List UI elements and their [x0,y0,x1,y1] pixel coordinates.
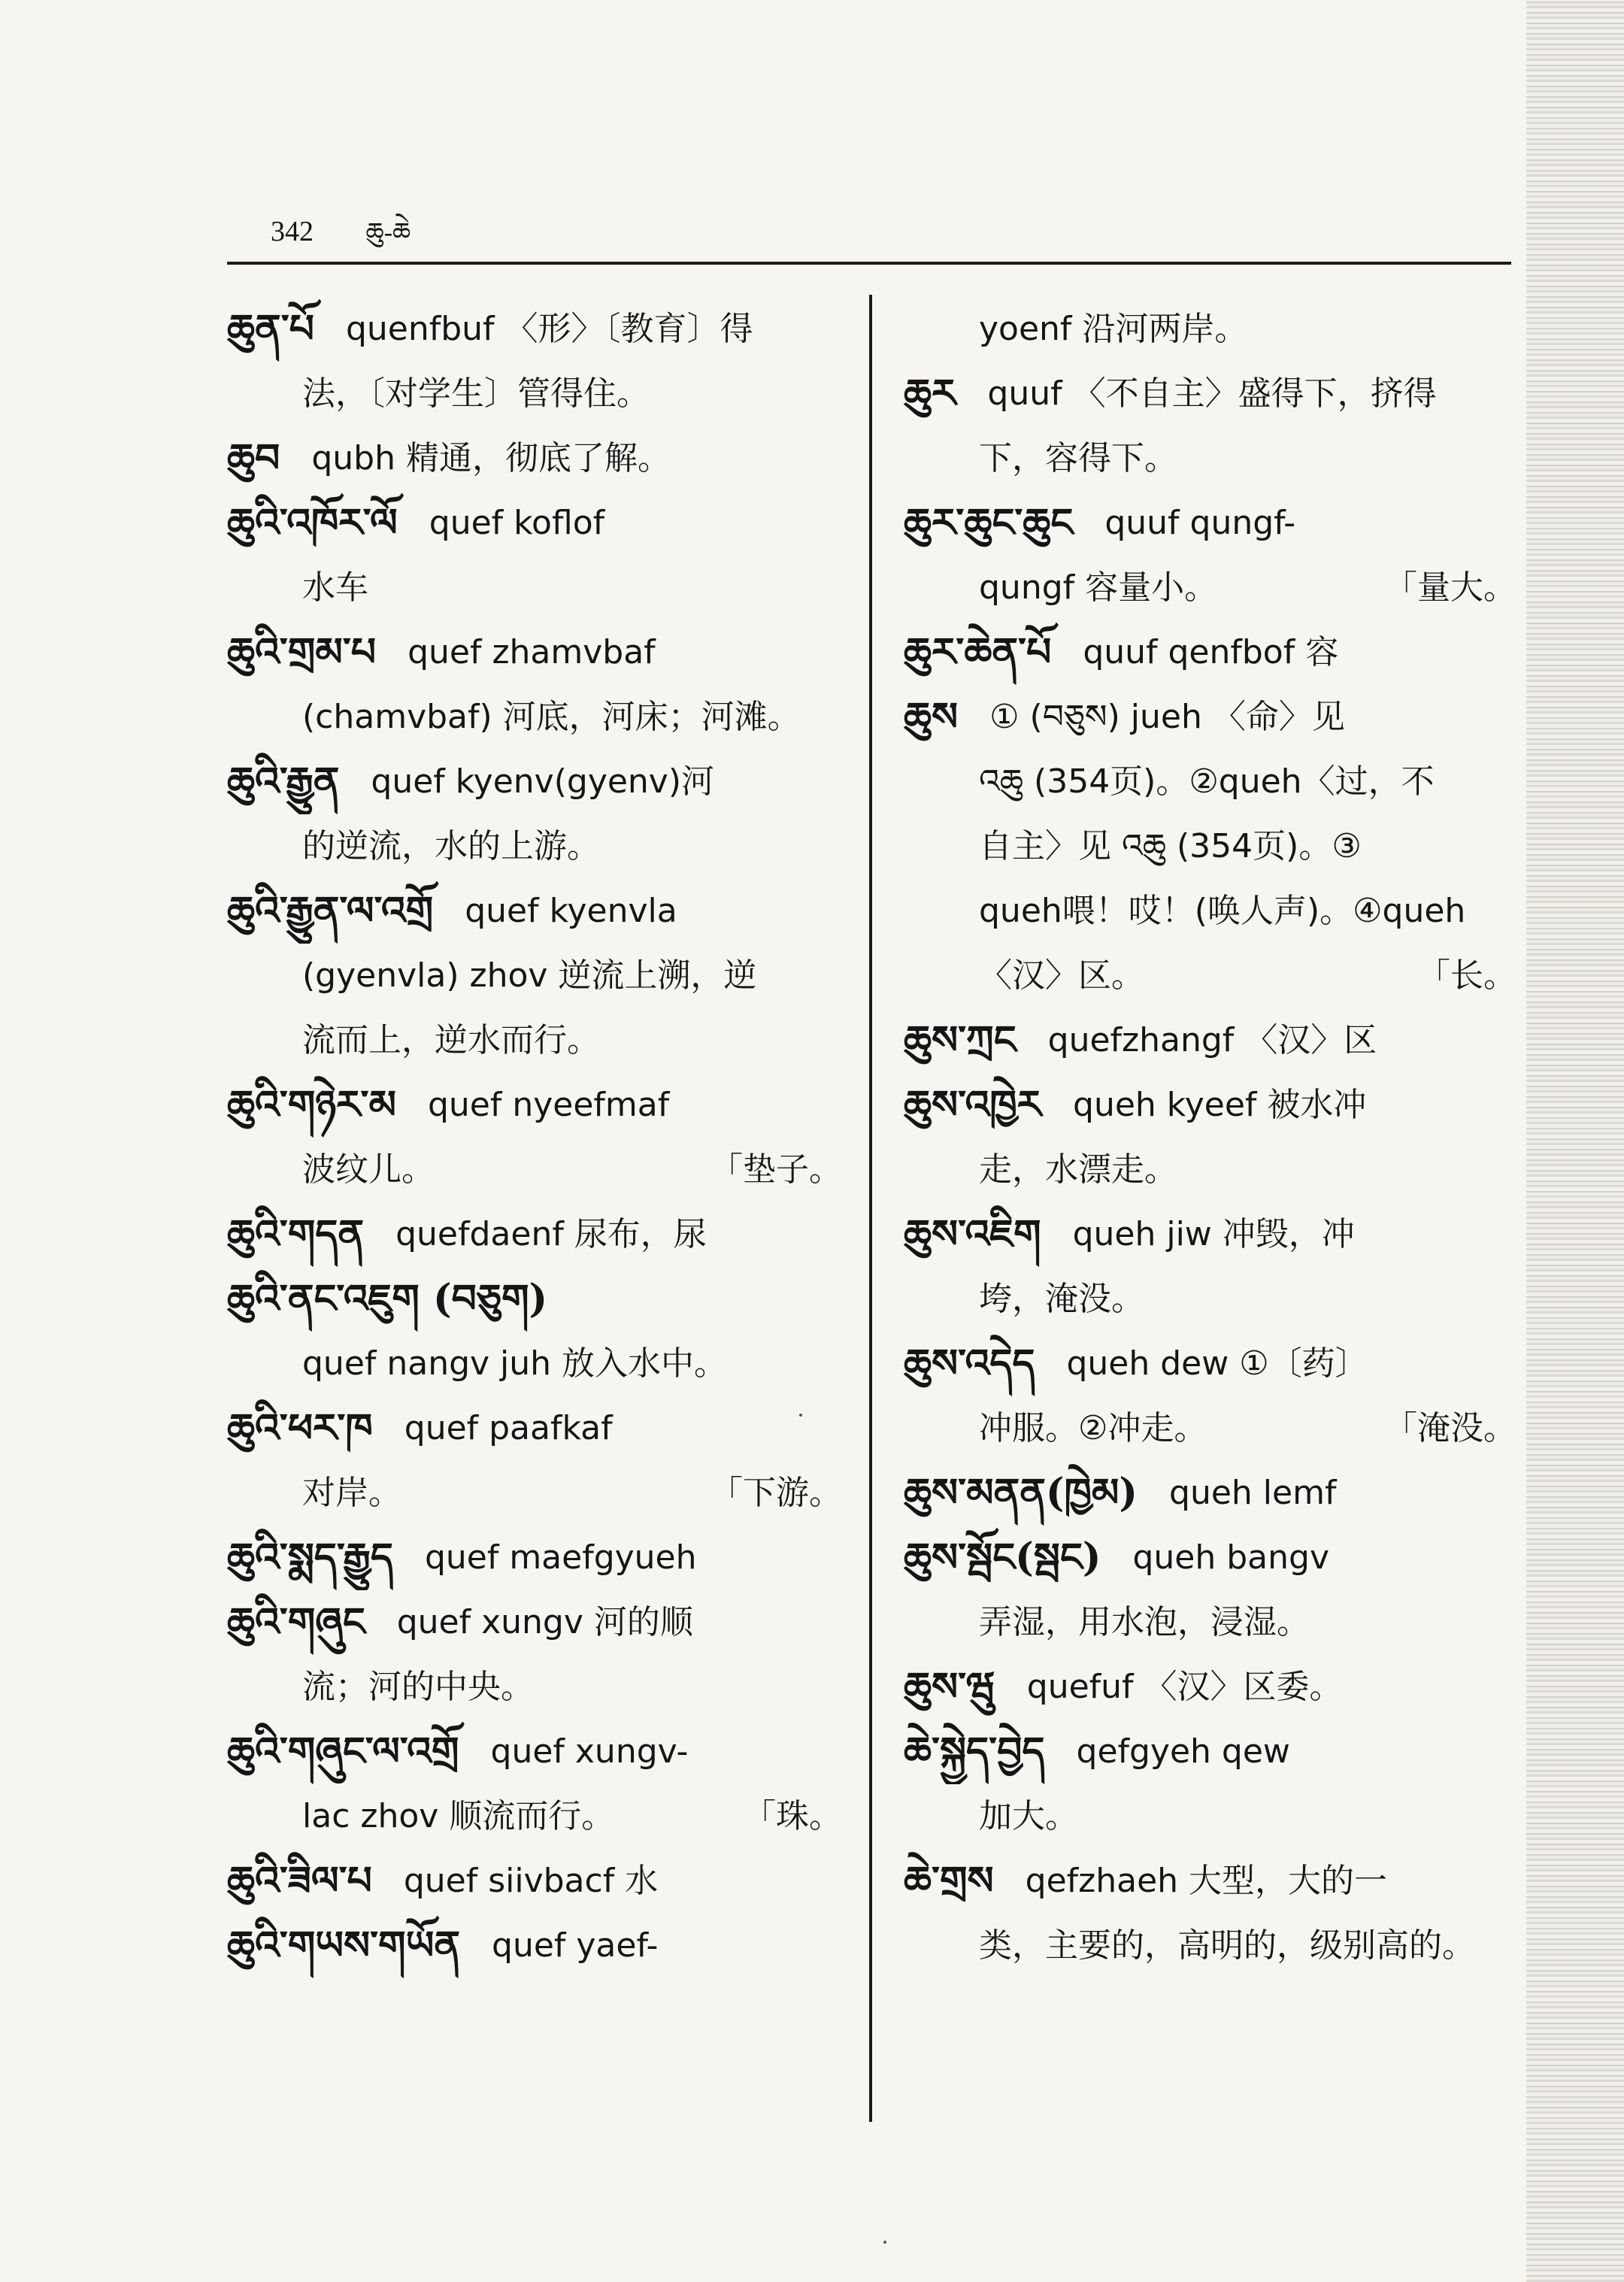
tibetan-headword: ཆུའི་རྒྱུན [227,759,340,805]
entry-text: (chamvbaf) 河底，河床；河滩。 [302,698,801,736]
entry-text: 法，〔对学生〕管得住。 [302,374,650,413]
entry-headword-line [904,1461,1516,1526]
entry-continuation-line [227,1784,842,1849]
entry-text: quefdaenf 尿布，尿 [395,1215,707,1253]
entry-headword-line [904,1332,1516,1396]
carryover-fragment: 「垫子。 [710,1150,842,1189]
tibetan-headword: ཆུའི་གཡས་གཡོན [227,1923,461,1968]
entry-text: 冲服。②冲走。 [979,1409,1207,1447]
entry-text: quef koflof [429,504,605,542]
tibetan-headword: ཆུས་འཇིག [904,1211,1041,1257]
tibetan-headword: ཆུབ [227,435,280,481]
tibetan-headword: ཆུའི་རྒྱུན་ལ་འགྲོ [227,888,434,934]
entry-text: qungf 容量小。 [979,568,1218,607]
entry-text: quuf 〈不自主〉盛得下，挤得 [987,374,1437,413]
entry-text: (gyenvla) zhov 逆流上溯，逆 [302,956,757,995]
entry-continuation-line [227,1332,842,1396]
entry-text: 类，主要的，高明的，级别高的。 [979,1926,1475,1965]
entry-text: queh lemf [1169,1474,1337,1512]
entry-headword-line [904,491,1516,556]
entry-headword-line [227,1202,842,1267]
entry-text: queh喂！哎！(唤人声)。④queh [979,892,1466,930]
entry-continuation-line [904,1138,1516,1202]
entry-headword-line [904,1008,1516,1073]
entry-text: quef maefgyueh [424,1538,697,1577]
tibetan-headword: ཆེ་གྲས [904,1858,994,1904]
entry-text: quef xungv- [490,1732,689,1771]
entry-continuation-line [904,1914,1516,1978]
entry-headword-line [227,491,842,556]
entry-headword-line [227,1267,842,1332]
tibetan-headword: ཆུས་སྦོང(སྦང) [904,1535,1101,1580]
tibetan-headword: ཆུས་ཝུ [904,1664,995,1710]
tibetan-headword: ཆུའི་གྲམ་པ [227,629,377,675]
tibetan-headword: ཆུར་ཆེན་པོ [904,629,1052,675]
entry-headword-line [227,620,842,685]
entry-continuation-line [904,814,1516,879]
entry-text: qefzhaeh 大型，大的一 [1025,1862,1388,1900]
entry-headword-line [227,1396,842,1461]
carryover-fragment: 「量大。 [1384,568,1516,607]
entry-text: quuf qenfbof 容 [1083,633,1339,671]
carryover-fragment: 「长。 [1417,956,1516,995]
entry-text: quef paafkaf [404,1409,613,1447]
entry-text: queh dew ①〔药〕 [1066,1344,1368,1383]
header-rule [227,262,1511,265]
entry-text: queh bangv [1132,1538,1329,1577]
entry-text: 〈汉〉区。 [979,956,1144,995]
entry-headword-line [227,1914,842,1978]
section-heading-tibetan: ཆུ-ཆེ [365,219,411,247]
entry-text: quef zhamvbaf [408,633,656,671]
entry-headword-line [227,1526,842,1590]
entry-headword-line [904,1720,1516,1784]
entry-headword-line [904,1655,1516,1720]
entry-continuation-line [904,426,1516,491]
entry-continuation-line [227,1655,842,1720]
entry-text: quefuf 〈汉〉区委。 [1026,1668,1343,1706]
entry-headword-line [227,1590,842,1655]
entry-text: qubh 精通，彻底了解。 [311,439,671,477]
entry-continuation-line [227,814,842,879]
entry-headword-line [904,685,1516,750]
entry-continuation-line [904,1590,1516,1655]
entry-headword-line [227,297,842,362]
entry-continuation-line [904,556,1516,620]
print-speck [799,1414,802,1417]
entry-headword-line [904,1526,1516,1590]
carryover-fragment: 「珠。 [743,1797,842,1835]
entry-headword-line [227,879,842,944]
tibetan-headword: ཆུའི་གཞུང་ལ་འགྲོ [227,1729,459,1774]
entry-text: queh jiw 冲毁，冲 [1072,1215,1355,1253]
tibetan-headword: ཆུའི་ནང་འཇུག (བཅུག) [227,1276,548,1322]
page-number: 342 [271,216,314,247]
entry-text: quef kyenv(gyenv)河 [371,762,715,801]
entry-text: yoenf 沿河两岸。 [979,310,1248,348]
tibetan-headword: ཆུས་འདེད [904,1341,1035,1386]
entry-continuation-line [227,1008,842,1073]
tibetan-headword: ཆུར [904,371,956,417]
tibetan-headword: ཆུར་ཆུང་ཆུང [904,500,1074,546]
entry-text: queh kyeef 被水冲 [1073,1086,1367,1124]
tibetan-headword: ཆུས་མནན(ཁྱེམ) [904,1470,1138,1516]
entry-text: quenfbuf 〈形〉〔教育〕得 [345,310,753,348]
entry-text: 流；河的中央。 [302,1668,534,1706]
entry-headword-line [227,426,842,491]
left-column [227,297,842,1978]
entry-text: 的逆流，水的上游。 [302,827,600,865]
entry-continuation-line [227,362,842,426]
entry-continuation-line [904,297,1516,362]
tibetan-headword: ཆུའི་གཉེར་མ [227,1082,396,1128]
entry-continuation-line [904,1396,1516,1461]
entry-headword-line [904,1202,1516,1267]
entry-continuation-line [904,944,1516,1008]
entry-headword-line [227,1849,842,1914]
entry-text: quuf qungf- [1104,504,1296,542]
entry-continuation-line [904,750,1516,814]
entry-headword-line [904,1073,1516,1138]
entry-text: 加大。 [979,1797,1078,1835]
tibetan-headword: ཆུའི་གཞུང [227,1599,365,1645]
tibetan-headword: ཆེ་སྐྱེད་བྱེད [904,1729,1045,1774]
entry-text: quef yaef- [492,1926,659,1965]
tibetan-headword: ཆུའི་སྨད་རྒྱུད [227,1535,393,1580]
entry-continuation-line [904,879,1516,944]
entry-continuation-line [227,1138,842,1202]
entry-text: 下，容得下。 [979,439,1177,477]
tibetan-headword: ཆུའི་གདན [227,1211,365,1257]
entry-text: 水车 [302,568,368,607]
tibetan-headword: ཆུས་ཀྲང [904,1017,1017,1063]
entry-text: qefgyeh qew [1076,1732,1290,1771]
entry-text: འཆུ (354页)。②queh〈过，不 [979,762,1435,801]
entry-text: quef nangv juh 放入水中。 [302,1344,728,1383]
entry-text: quefzhangf 〈汉〉区 [1047,1021,1377,1059]
carryover-fragment: 「淹没。 [1384,1409,1516,1447]
entry-headword-line [227,1720,842,1784]
entry-headword-line [227,1073,842,1138]
entry-continuation-line [904,1267,1516,1332]
entry-text: 对岸。 [302,1474,401,1512]
page-edge-shadow [1526,0,1624,2282]
entry-text: quef nyeefmaf [427,1086,670,1124]
entry-text: 弄湿，用水泡，浸湿。 [979,1603,1310,1641]
entry-text: quef siivbacf 水 [403,1862,659,1900]
carryover-fragment: 「下游。 [710,1474,842,1512]
entry-text: ① (བཅུས) jueh 〈命〉见 [989,698,1345,736]
tibetan-headword: ཆུས་འཁྱེར [904,1082,1042,1128]
tibetan-headword: ཆུའི་འཁོར་ལོ [227,500,398,546]
entry-continuation-line [227,685,842,750]
tibetan-headword: ཆུས [904,694,959,740]
entry-text: 自主〉见 འཆུ (354页)。③ [979,827,1362,865]
tibetan-headword: ཆུའི་ཕར་ཁ [227,1405,373,1451]
entry-text: lac zhov 顺流而行。 [302,1797,615,1835]
tibetan-headword: ཆུན་པོ [227,306,314,352]
column-divider [869,295,872,2122]
entry-text: quef kyenvla [465,892,677,930]
entry-text: 波纹儿。 [302,1150,435,1189]
entry-text: 走，水漂走。 [979,1150,1177,1189]
entry-headword-line [904,620,1516,685]
entry-continuation-line [227,1461,842,1526]
print-speck [883,2241,886,2244]
entry-continuation-line [227,556,842,620]
entry-headword-line [227,750,842,814]
entry-text: quef xungv 河的顺 [396,1603,693,1641]
entry-continuation-line [904,1784,1516,1849]
entry-text: 流而上，逆水而行。 [302,1021,600,1059]
entry-text: 垮，淹没。 [979,1280,1144,1318]
entry-continuation-line [227,944,842,1008]
right-column [904,297,1516,1978]
entry-headword-line [904,362,1516,426]
tibetan-headword: ཆུའི་ཟིལ་པ [227,1858,372,1904]
entry-headword-line [904,1849,1516,1914]
